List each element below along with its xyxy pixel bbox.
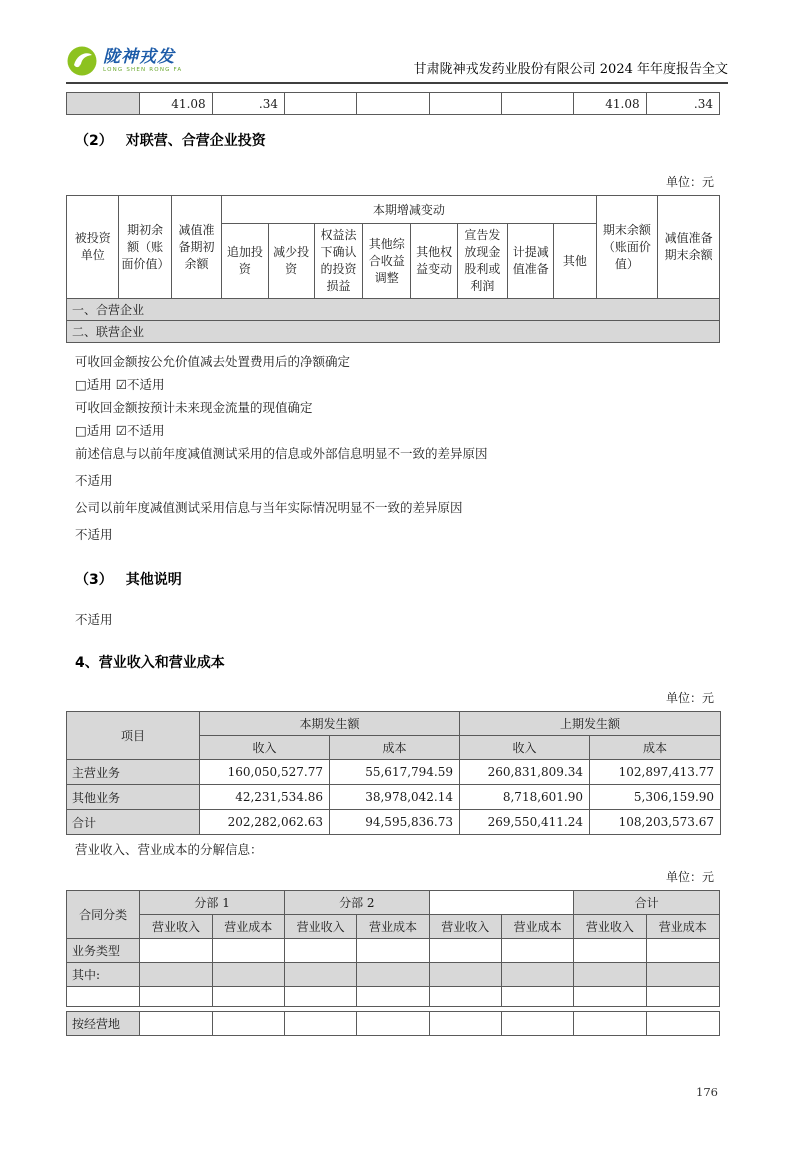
breakdown-table [66,890,720,1007]
value-cell: 38,978,042.14 [330,785,460,810]
col-header: 期初余额（账面价值） [119,196,171,299]
logo-bird-icon [66,45,98,77]
col-subheader: 营业收入 [284,915,356,939]
col-subheader: 宣告发放现金股利或利润 [457,224,507,299]
paragraph: 可收回金额按预计未来现金流量的现值确定 [75,400,313,415]
col-subheader: 其他权益变动 [411,224,457,299]
empty-cell [501,1012,573,1036]
col-header: 减值准备期初余额 [171,196,221,299]
empty-cell [212,1012,284,1036]
value-cell: .34 [212,93,284,115]
empty-cell [429,1012,501,1036]
empty-cell [140,939,212,963]
value-cell: 102,897,413.77 [590,760,721,785]
empty-cell [284,939,356,963]
empty-cell [357,987,429,1007]
value-cell: 160,050,527.77 [200,760,330,785]
col-subheader: 营业成本 [501,915,573,939]
row-label: 业务类型 [67,939,140,963]
empty-cell [67,93,140,115]
paragraph: 公司以前年度减值测试采用信息与当年实际情况明显不一致的差异原因 [75,500,463,515]
heading-number: （2） [75,133,113,149]
value-cell: 108,203,573.67 [590,810,721,835]
table-row [67,810,721,835]
empty-cell [501,987,573,1007]
empty-cell [646,1012,719,1036]
value-cell: 5,306,159.90 [590,785,721,810]
col-group-header: 本期发生额 [200,712,460,736]
empty-cell [574,1012,646,1036]
value-cell: .34 [646,93,719,115]
logo-text [103,46,183,74]
breakdown-table-continued [66,1011,720,1036]
col-subheader: 营业成本 [212,915,284,939]
table-header-row [67,196,720,224]
empty-cell [284,963,356,987]
paragraph: 不适用 [75,473,113,488]
empty-cell [429,987,501,1007]
empty-cell [284,1012,356,1036]
empty-cell [212,939,284,963]
empty-cell [140,1012,212,1036]
value-cell: 42,231,534.86 [200,785,330,810]
value-cell: 269,550,411.24 [460,810,590,835]
empty-cell [646,939,719,963]
breakdown-note: 营业收入、营业成本的分解信息： [75,842,263,857]
col-subheader: 成本 [590,736,721,760]
value-cell: 41.08 [574,93,646,115]
table-row [67,939,720,963]
carryover-table-fragment [66,92,720,115]
table-header-row [67,891,720,915]
paragraph: 可收回金额按公允价值减去处置费用后的净额确定 [75,354,351,369]
empty-cell [357,93,429,115]
col-subheader: 其他综合收益调整 [363,224,411,299]
table-row [67,760,721,785]
value-cell: 55,617,794.59 [330,760,460,785]
col-group-header: 上期发生额 [460,712,721,736]
table-row [67,93,720,115]
col-subheader: 营业成本 [357,915,429,939]
empty-cell [574,987,646,1007]
invest-table [66,195,720,343]
empty-cell [284,987,356,1007]
empty-cell [429,963,501,987]
row-label: 按经营地 [67,1012,140,1036]
section-heading-revenue: 4、营业收入和营业成本 [75,655,225,671]
paragraph: 前述信息与以前年度减值测试采用的信息或外部信息明显不一致的差异原因 [75,446,488,461]
value-cell: 41.08 [140,93,212,115]
page-header [66,45,728,84]
value-cell: 202,282,062.63 [200,810,330,835]
col-subheader: 收入 [200,736,330,760]
col-header: 减值准备期末余额 [658,196,720,299]
row-label: 其中: [67,963,140,987]
col-subheader: 计提减值准备 [508,224,554,299]
report-page [0,45,793,1167]
col-group-header: 分部 1 [140,891,285,915]
col-subheader: 营业收入 [140,915,212,939]
category-label: 一、合营企业 [67,299,720,321]
col-subheader: 成本 [330,736,460,760]
unit-label: 单位：元 [665,870,714,884]
empty-cell [574,963,646,987]
empty-cell [212,987,284,1007]
col-header: 合同分类 [67,891,140,939]
applicability-line: □适用 ☑不适用 [75,377,165,392]
doc-title: 甘肃陇神戎发药业股份有限公司 2024 年年度报告全文 [413,62,728,77]
col-header: 期末余额（账面价值） [596,196,658,299]
category-row [67,321,720,343]
row-label: 主营业务 [67,760,200,785]
col-group-header-empty [429,891,574,915]
empty-cell [357,963,429,987]
empty-cell [501,939,573,963]
col-subheader: 权益法下确认的投资损益 [314,224,362,299]
heading-text: 其他说明 [125,572,182,588]
category-row [67,299,720,321]
category-label: 二、联营企业 [67,321,720,343]
page-number: 176 [696,1085,718,1099]
empty-cell [140,987,212,1007]
col-subheader: 减少投资 [268,224,314,299]
value-cell: 94,595,836.73 [330,810,460,835]
col-subheader: 营业收入 [574,915,646,939]
applicability-line: □适用 ☑不适用 [75,423,165,438]
empty-cell [212,963,284,987]
empty-cell [574,939,646,963]
value-cell: 8,718,601.90 [460,785,590,810]
empty-cell [140,963,212,987]
row-label: 其他业务 [67,785,200,810]
company-logo [66,45,182,77]
col-header: 被投资单位 [67,196,119,299]
col-header: 项目 [67,712,200,760]
empty-cell [501,93,573,115]
empty-cell [646,987,719,1007]
paragraph: 不适用 [75,527,113,542]
table-row [67,963,720,987]
table-header-row [67,712,721,736]
unit-label: 单位：元 [665,175,714,189]
row-label [67,987,140,1007]
heading-number: （3） [75,572,113,588]
section-heading-invest [75,130,728,150]
table-subheader-row [67,915,720,939]
row-label: 合计 [67,810,200,835]
revenue-table [66,711,721,835]
logo-name-cn: 陇神戎发 [103,46,175,67]
col-group-header: 合计 [574,891,720,915]
paragraph: 不适用 [75,612,113,627]
heading-text: 对联营、合营企业投资 [125,133,266,149]
table-row [67,987,720,1007]
value-cell: 260,831,809.34 [460,760,590,785]
col-subheader: 收入 [460,736,590,760]
empty-cell [646,963,719,987]
unit-label: 单位：元 [665,691,714,705]
empty-cell [429,939,501,963]
col-group-header: 本期增减变动 [222,196,596,224]
table-row [67,1012,720,1036]
col-subheader: 营业收入 [429,915,501,939]
col-subheader: 其他 [554,224,596,299]
empty-cell [501,963,573,987]
col-subheader: 营业成本 [646,915,719,939]
empty-cell [429,93,501,115]
empty-cell [284,93,356,115]
col-group-header: 分部 2 [284,891,429,915]
logo-name-en: LONG SHEN RONG FA [103,66,183,73]
empty-cell [357,1012,429,1036]
empty-cell [357,939,429,963]
section-heading-other [75,569,728,589]
table-row [67,785,721,810]
col-subheader: 追加投资 [222,224,268,299]
